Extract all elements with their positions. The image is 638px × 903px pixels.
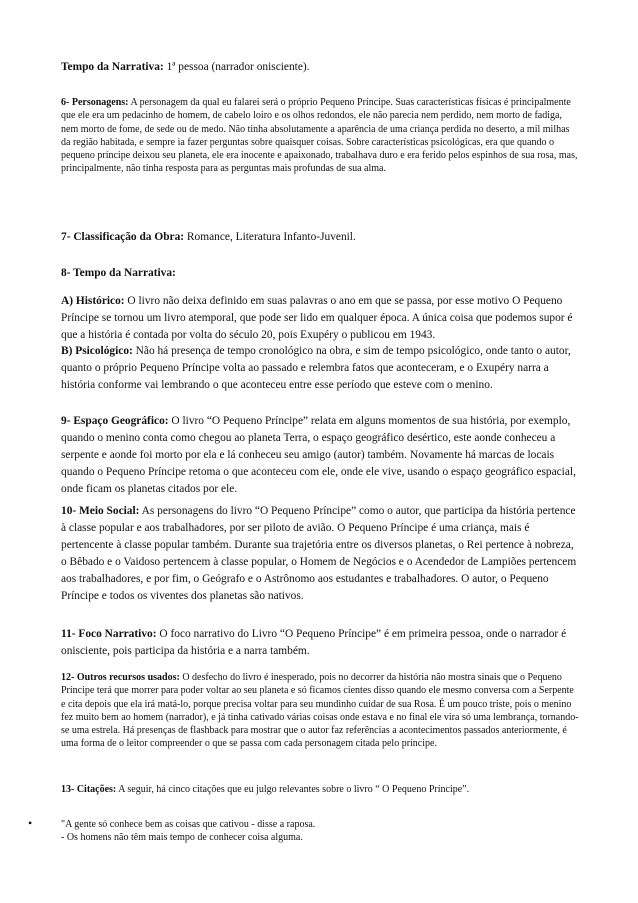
tempo-narrativa-heading: 8- Tempo da Narrativa:	[61, 267, 176, 279]
quote-line-1: "A gente só conhece bem as coisas que cativou - disse a raposa.	[61, 819, 316, 830]
quote-list-item	[61, 818, 581, 845]
foco-text: O foco narrativo do Livro “O Pequeno Príncipe” é em primeira pessoa, onde o narrador é onisciente, pois participa da história e a narra também.	[61, 628, 567, 658]
personagens-paragraph	[61, 96, 579, 176]
meio-social-text: As personagens do livro “O Pequeno Príncipe” como o autor, que participa da história pertence à classe popular e aos trabalhadores, por ser piloto de avião. O Pequeno Príncipe é uma criança, mais é pertencente à classe popular também. Durante sua trajetória entre os diversos planetas, o Rei pertence à nobreza, o Bêbado e o Vaidoso pertencem à classe popular, o Homem de Negócios e o Acendedor de Lampiões pertencem aos trabalhadores, e por fim, o Geógrafo e o Astrônomo aos estudantes e trabalhadores. O autor, o Pequeno Príncipe e todos os viventes dos planetas são nativos.	[61, 505, 577, 603]
meio-social-paragraph	[61, 503, 581, 606]
meio-social-heading: 10- Meio Social:	[61, 505, 140, 517]
tempo-intro-text: 1ª pessoa (narrador onisciente).	[163, 61, 310, 73]
foco-paragraph	[61, 626, 581, 660]
espaco-paragraph	[61, 413, 581, 498]
citacoes-paragraph	[61, 783, 581, 796]
citacoes-heading: 13- Citações:	[61, 784, 117, 795]
list-bullet: •	[28, 816, 33, 830]
classificacao-heading: 7- Classificação da Obra:	[61, 231, 185, 243]
espaco-heading: 9- Espaço Geográfico:	[61, 415, 169, 427]
quote-line-2: - Os homens não têm mais tempo de conhecer coisa alguma.	[61, 832, 303, 844]
tempo-narrativa-paragraph	[61, 265, 581, 282]
historico-text: O livro não deixa definido em suas palavras o ano em que se passa, por esse motivo O Pequeno Príncipe se tornou um livro atemporal, que pode ser lido em qualquer época. A única coisa que podemos supor é que a história é contada por volta do século 20, pois Exupéry o publicou em 1943.	[61, 295, 573, 342]
historico-paragraph	[61, 293, 581, 344]
recursos-text: O desfecho do livro é inesperado, pois no decorrer da história não mostra sinais que o Pequeno Príncipe terá que morrer para poder voltar ao seu planeta e só ficamos cientes disso quando ele mesmo conversa com a Serpente e cita depois que ela irá matá-lo, porque precisa voltar para seu mundinho cuidar de sua Rosa. É um pouco triste, pois o menino fez muito bem ao homem (narrador), e já tinha cativado várias coisas onde estava e no final ele vira só uma lembrança, tornando-se uma estrela. Há presenças de flashback para mostrar que o autor faz referências a acontecimentos passados anteriormente, é uma forma de o leitor compreender o que se passa com cada personagem citada pelo príncipe.	[61, 672, 579, 750]
historico-heading: A) Histórico:	[61, 295, 125, 307]
psicologico-paragraph	[61, 343, 581, 394]
citacoes-text: A seguir, há cinco citações que eu julgo relevantes sobre o livro “ O Pequeno Príncipe”.	[116, 784, 470, 795]
tempo-intro-heading: Tempo da Narrativa:	[61, 61, 164, 73]
recursos-heading: 12- Outros recursos usados:	[61, 672, 180, 683]
tempo-intro-paragraph	[61, 59, 581, 76]
recursos-paragraph	[61, 671, 579, 751]
psicologico-text: Não há presença de tempo cronológico na obra, e sim de tempo psicológico, onde tanto o autor, quanto o próprio Pequeno Príncipe volta ao passado e relembra fatos que aconteceram, e o Exupéry narra a história conforme vai lembrando o que aconteceu entre esse período que esteve com o menino.	[61, 345, 571, 392]
personagens-heading: 6- Personagens:	[61, 97, 129, 108]
classificacao-paragraph	[61, 229, 581, 246]
foco-heading: 11- Foco Narrativo:	[61, 628, 157, 640]
personagens-text: A personagem da qual eu falarei será o próprio Pequeno Príncipe. Suas características físicas é principalmente que ele era um pedacinho de homem, de cabelo loiro e os olhos redondos, ele não parecia nem perdido, nem morto de fadiga, nem morto de fome, de sede ou de medo. Não tinha absolutamente a aparência de uma criança perdida no deserto, a mil milhas da região habitada, e sempre ia fazer perguntas sobre quaisquer coisas. Sobre características psicológicas, era que quando o pequeno príncipe deixou seu planeta, ele era inocente e apaixonado, trabalhava duro e era ferido pelos espinhos de sua rosa, mas, principalmente, não tinha resposta para as perguntas mais profundas de sua alma.	[61, 97, 578, 175]
espaco-text: O livro “O Pequeno Príncipe” relata em alguns momentos de sua história, por exemplo, quando o menino conta como chegou ao planeta Terra, o espaço geográfico desértico, este aonde conheceu a serpente e aonde foi morto por ela e lá conheceu seu amigo (autor) também. Novamente há marcas de locais quando o Pequeno Príncipe retoma o que aconteceu com ele, onde ele vive, usando o espaço geográfico espacial, onde ficam os planetas citados por ele.	[61, 415, 576, 496]
psicologico-heading: B) Psicológico:	[61, 345, 133, 357]
classificacao-text: Romance, Literatura Infanto-Juvenil.	[184, 231, 356, 243]
